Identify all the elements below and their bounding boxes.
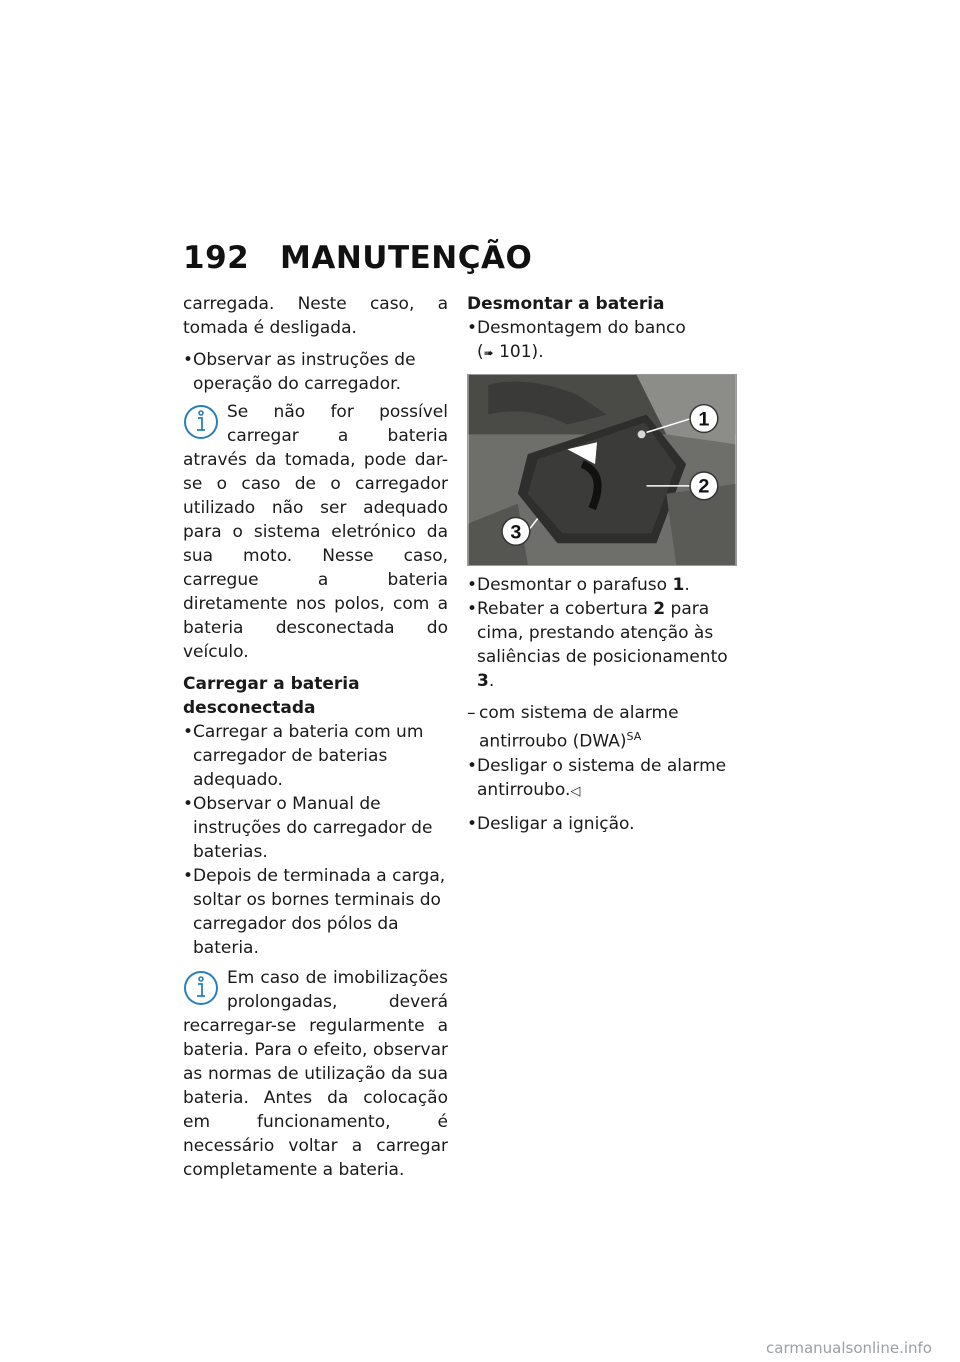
photo-label-3: 3 [510, 521, 522, 544]
info-icon [183, 970, 219, 1006]
step-remove-screw: • Desmontar o parafuso 1. [467, 573, 739, 597]
end-mark-icon: ◁ [570, 783, 581, 799]
step-disconnect: • Depois de terminada a carga, soltar os bornes terminais do carregador dos pólos da bateria. [183, 864, 448, 960]
info-note-2-text: Em caso de imobilizações prolongadas, deverá recarregar-se regularmente a bateria. Para o efeito, observar as normas de utilização da sua bateria. Antes da colocação em funcionamento, é necessário voltar a carregar completamente a bateria. [183, 968, 448, 1180]
bullet-observe-instructions: • Observar as instruções de operação do carregador. [183, 348, 448, 396]
step-disable-alarm: • Desligar o sistema de alarme antirroubo.◁ [467, 754, 739, 804]
sa-badge: SA [626, 730, 642, 743]
intro-paragraph: carregada. Neste caso, a tomada é desligada. [183, 294, 448, 338]
info-note-1-text: Se não for possível carregar a bateria através da tomada, pode dar-se o caso de o carregador utilizado não ser adequado para o sistema eletrónico da sua moto. Nesse caso, carregue a bateria diretamente nos polos, com a bateria desconectada do veículo. [183, 402, 448, 662]
right-column [467, 292, 739, 836]
bullet-remove-seat: • Desmontagem do banco (➠ 101). [467, 316, 739, 365]
page-ref-arrow-icon: ➠ [483, 346, 494, 360]
watermark: carmanualsonline.info [766, 1339, 932, 1357]
page-header [183, 240, 532, 276]
step-fold-cover: • Rebater a cobertura 2 para cima, prestando atenção às saliências de posicionamento 3. [467, 597, 739, 693]
info-note-2 [183, 966, 448, 1182]
section-heading-remove: Desmontar a bateria [467, 294, 665, 314]
info-icon [183, 404, 219, 440]
info-note-1 [183, 400, 448, 664]
step-charge: • Carregar a bateria com um carregador de baterias adequado. [183, 720, 448, 792]
page-title: MANUTENÇÃO [280, 240, 533, 276]
step-ignition-off: • Desligar a ignição. [467, 812, 739, 836]
page-number: 192 [183, 240, 250, 276]
photo-label-1: 1 [698, 408, 710, 431]
photo-label-2: 2 [698, 475, 710, 498]
left-column [183, 292, 448, 1182]
battery-photo [467, 374, 737, 566]
step-manual: • Observar o Manual de instruções do carregador de baterias. [183, 792, 448, 864]
page-ref[interactable]: 101). [499, 342, 544, 362]
section-heading-charge: Carregar a bateria desconectada [183, 674, 360, 718]
option-alarm: – com sistema de alarme antirroubo (DWA)$^{SA}$ [467, 701, 739, 754]
